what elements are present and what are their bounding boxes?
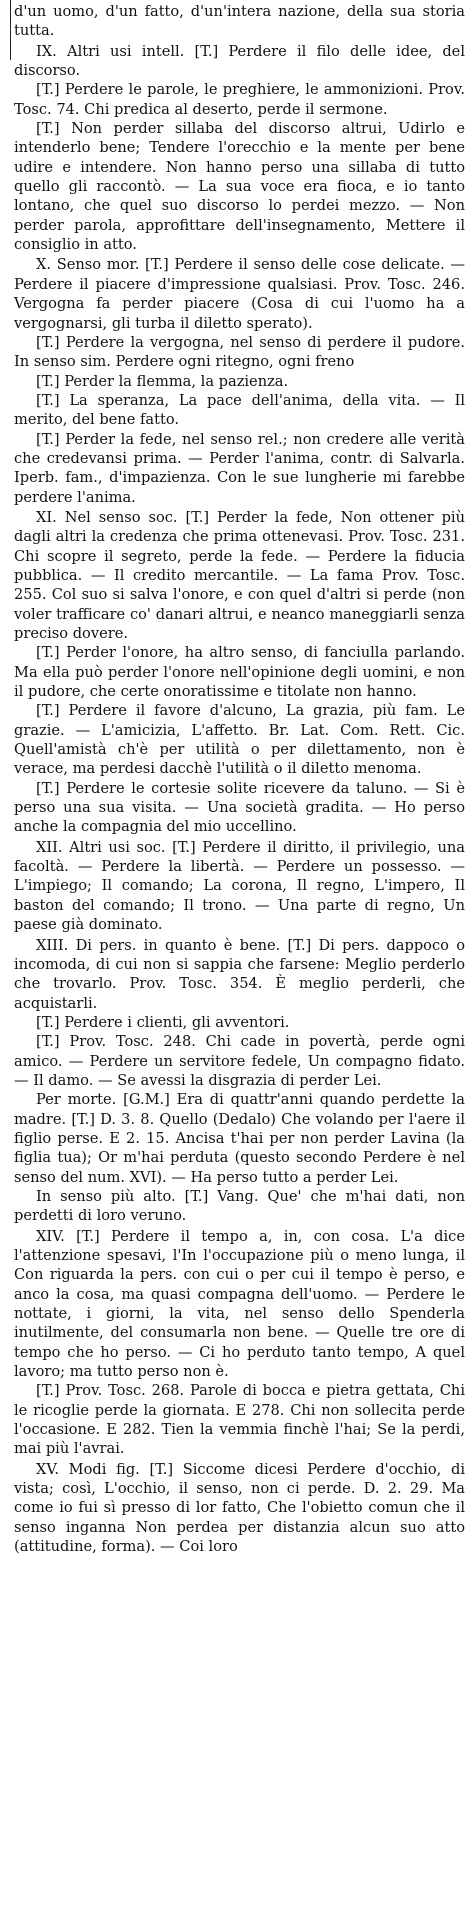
paragraph: [T.] Prov. Tosc. 248. Chi cade in povertà, perde ogni amico. — Perdere un servitore fedele, Un compagno fidato. — Il damo. — Se avessi la disgrazia di perder Lei. [14,1033,465,1089]
paragraph: [T.] Perdere il favore d'alcuno, La grazia, più fam. Le grazie. — L'amicizia, L'affetto. Br. Lat. Com. Rett. Cic. Quell'amistà ch'è per utilità o per dilettamento, non è verace, ma perdesi dacchè l'utilità o il diletto menoma. [14,702,465,778]
section-xii: XII. Altri usi soc. [T.] Perdere il diritto, il privilegio, una facoltà. — Perdere la libertà. — Perdere un possesso. — L'impiego; Il comando; La corona, Il regno, L'impero, Il baston del comando; Il trono. — Una parte di regno, Un paese già dominato. [14,838,465,934]
section-x: X. Senso mor. [T.] Perdere il senso delle cose delicate. — Perdere il piacere d'impressione qualsiasi. Prov. Tosc. 246. Vergogna fa perder piacere (Cosa di cui l'uomo ha a vergognarsi, gli turba il diletto sperato). [14,256,465,332]
paragraph: [T.] Perdere le cortesie solite ricevere da taluno. — Si è perso una sua visita. — Una società gradita. — Ho perso anche la compagnia del mio uccellino. [14,779,465,836]
paragraph: Per morte. [G.M.] Era di quattr'anni quando perdette la madre. [T.] D. 3. 8. Quello (Dedalo) Che volando per l'aere il figlio perse. E 2. 15. Ancisa t'hai per non perder Lavina (la figlia tua); Or m'hai perduta (questo secondo Perdere è nel senso del num. XVI). — Ha perso tutto a perder Lei. [14,1091,465,1186]
paragraph: [T.] Perder l'onore, ha altro senso, di fanciulla parlando. Ma ella può perder l'onore nell'opinione degli uomini, e non il pudore, che certe onoratissime e titolate non hanno. [14,644,465,701]
paragraph-continuation: d'un uomo, d'un fatto, d'un'intera nazione, della sua storia tutta. [14,3,465,40]
section-ix: IX. Altri usi intell. [T.] Perdere il filo delle idee, del discorso. [14,42,465,80]
paragraph: [T.] Non perder sillaba del discorso altrui, Udirlo e intenderlo bene; Tendere l'orecchio e la mente per bene udire e intendere. Non hanno perso una sillaba di tutto quello gli raccontò. — La sua voce era fioca, e io tanto lontano, che quel suo discorso lo perdei mezzo. — Non perder parola, approfittare dell'insegnamento, Mettere il consiglio in atto. [14,120,465,254]
paragraph: [T.] Perder la flemma, la pazienza. [36,372,289,390]
section-xiii: XIII. Di pers. in quanto è bene. [T.] Di pers. dappoco o incomoda, di cui non si sappia che farsene: Meglio perderlo che trovarlo. Prov. Tosc. 354. È meglio perderli, che acquistarli. [14,936,465,1012]
paragraph: [T.] Perdere i clienti, gli avventori. [36,1013,290,1031]
paragraph: [T.] Perder la fede, nel senso rel.; non credere alle verità che credevansi prima. — Perder l'anima, contr. di Salvarla. Iperb. fam., d'impazienza. Con le sue lungherie mi farebbe perdere l'anima. [14,430,465,506]
section-xiv: XIV. [T.] Perdere il tempo a, in, con cosa. L'a dice l'attenzione spesavi, l'In l'occupazione più o meno lunga, il Con riguarda la pers. con cui o per cui il tempo è perso, e anco la cosa, ma quasi compagna dell'uomo. — Perdere le nottate, i giorni, la vita, nel senso dello Spenderla inutilmente, del consumarla non bene. — Quelle tre ore di tempo che ho perso. — Ci ho perduto tanto tempo, A quel lavoro; ma tutto perso non è. [14,1227,465,1381]
section-xi: XI. Nel senso soc. [T.] Perder la fede, Non ottener più dagli altri la credenza che prima ottenevasi. Prov. Tosc. 231. Chi scopre il segreto, perde la fede. — Perdere la fiducia pubblica. — Il credito mercantile. — La fama Prov. Tosc. 255. Col suo si salva l'onore, e con quel d'altri si perde (non voler trafficare co' danari altrui, e neanco maneggiarli senza preciso dovere. [14,508,465,642]
paragraph: In senso più alto. [T.] Vang. Que' che m'hai dati, non perdetti di loro veruno. [14,1187,465,1225]
section-xv: XV. Modi fig. [T.] Siccome dicesi Perdere d'occhio, di vista; così, L'occhio, il senso, non ci perde. D. 2. 29. Ma come io fui sì presso di lor fatto, Che l'obietto comun che il senso inganna Non perdea per distanzia alcun suo atto (attitudine, forma). — Coi loro [14,1460,465,1556]
paragraph: [T.] Prov. Tosc. 268. Parole di bocca e pietra gettata, Chi le ricoglie perde la giornata. E 278. Chi non sollecita perde l'occasione. E 282. Tien la vemmia finchè l'hai; Se la perdi, mai più l'avrai. [14,1382,465,1458]
paragraph: [T.] La speranza, La pace dell'anima, della vita. — Il merito, del bene fatto. [14,391,465,429]
paragraph: [T.] Perdere le parole, le preghiere, le ammonizioni. Prov. Tosc. 74. Chi predica al deserto, perde il sermone. [14,81,465,118]
column-rule [10,0,11,60]
paragraph: [T.] Perdere la vergogna, nel senso di perdere il pudore. In senso sim. Perdere ogni ritegno, ogni freno [14,333,465,371]
